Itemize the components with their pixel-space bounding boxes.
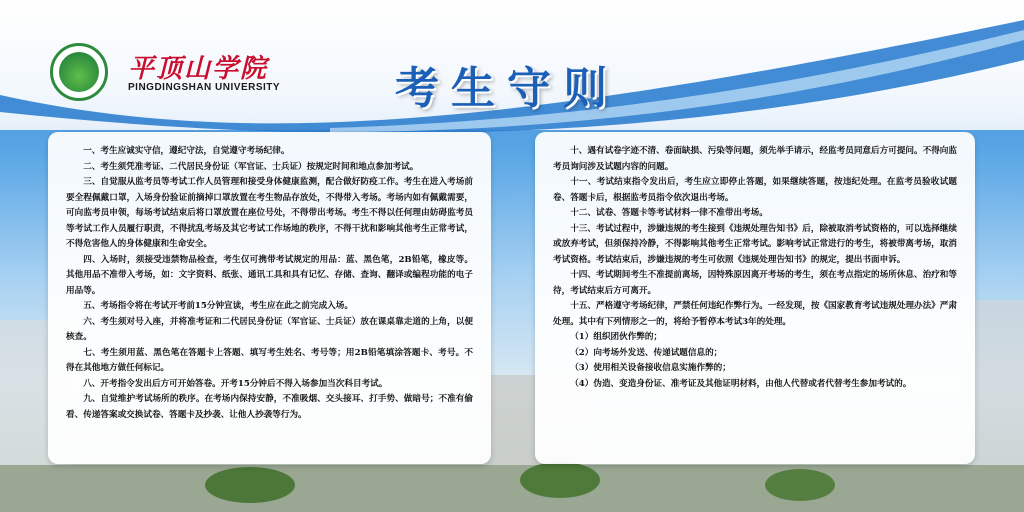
rule-paragraph: 十、遇有试卷字迹不清、卷面缺损、污染等问题，须先举手请示，经监考员同意后方可提问。不得向监考员询问涉及试题内容的问题。 <box>553 146 957 172</box>
rule-paragraph: 三、自觉服从监考员等考试工作人员管理和接受身体健康监测，配合做好防疫工作。考生在进入考场前要全程佩戴口罩，入场身份验证前摘掉口罩放置在考生物品存放处，不得带入考场。考场内如有佩戴需要，可向监考员申领，每场考试结束后将口罩放置在座位号处，不得带出考场。考生不得以任何理由妨碍监考员等考试工作人员履行职责，不得扰乱考场及其它考试工作场地的秩序，不得干扰和影响其他考生正常考试，不得危害他人的身体健康和生命安全。 <box>66 177 473 249</box>
rule-paragraph: 十五、严格遵守考场纪律，严禁任何违纪作弊行为。一经发现，按《国家教育考试违规处理办法》严肃处理。其中有下列情形之一的，将给予暂停本考试3年的处理。 <box>553 301 957 327</box>
rule-sub-item: （4）伪造、变造身份证、准考证及其他证明材料，由他人代替或者代替考生参加考试的。 <box>570 378 912 389</box>
university-name-en: PINGDINGSHAN UNIVERSITY <box>128 82 281 93</box>
university-logo <box>50 43 108 101</box>
rules-panel-right <box>535 132 975 464</box>
rule-paragraph: 八、开考指令发出后方可开始答卷。开考15分钟后不得入场参加当次科目考试。 <box>83 378 388 389</box>
rule-paragraph: 一、考生应诚实守信，遵纪守法，自觉遵守考场纪律。 <box>83 146 290 156</box>
rule-sub-item: （2）向考场外发送、传递试题信息的； <box>570 347 723 358</box>
rule-paragraph: 五、考场指令将在考试开考前15分钟宣读，考生应在此之前完成入场。 <box>83 301 353 311</box>
rule-paragraph: 九、自觉维护考试场所的秩序。在考场内保持安静，不准吸烟、交头接耳、打手势、做暗号；不准有偷看、传递答案或交换试卷、答题卡及抄袭、让他人抄袭等行为。 <box>66 394 473 420</box>
rule-sub-item: （3）使用相关设备接收信息实施作弊的； <box>570 363 731 373</box>
rule-paragraph: 六、考生须对号入座，并将准考证和二代居民身份证（军官证、士兵证）放在课桌靠走道的上角，以便核查。 <box>66 316 473 342</box>
rule-paragraph: 七、考生须用蓝、黑色笔在答题卡上答题、填写考生姓名、考号等；用2B铅笔填涂答题卡、考号。不得在其他地方做任何标记。 <box>66 347 473 373</box>
logo-emblem-icon <box>59 52 99 92</box>
university-name-cn: 平顶山学院 <box>128 54 269 84</box>
rule-paragraph: 十四、考试期间考生不准提前离场，因特殊原因离开考场的考生，须在考点指定的场所休息、治疗和等待，考试结束后方可离开。 <box>553 270 957 296</box>
rules-panel-left <box>48 132 491 464</box>
page-title: 考生守则 <box>395 63 619 114</box>
rule-paragraph: 二、考生须凭准考证、二代居民身份证（军官证、士兵证）按规定时间和地点参加考试。 <box>83 161 419 172</box>
rule-sub-item: （1）组织团伙作弊的； <box>570 332 663 342</box>
rule-paragraph: 十二、试卷、答题卡等考试材料一律不准带出考场。 <box>570 208 768 218</box>
rule-paragraph: 十一、考试结束指令发出后，考生应立即停止答题，如果继续答题，按违纪处理。在监考员验收试题卷、答题卡后，根据监考员指令依次退出考场。 <box>553 177 957 203</box>
rule-paragraph: 十三、考试过程中，涉嫌违规的考生接到《违规处理告知书》后，除被取消考试资格的，可以选择继续或放弃考试，但须保持冷静，不得影响其他考生正常考试。影响考试正常进行的考生，将被带离考场，取消考试资格。考试结束后，涉嫌违规的考生可依照《违规处理告知书》的规定，提出书面申诉。 <box>553 223 957 265</box>
rule-paragraph: 四、入场时，须接受违禁物品检查，考生仅可携带考试规定的用品：蓝、黑色笔，2B铅笔，橡皮等。其他用品不准带入考场，如：文字资料、纸张、通讯工具和具有记忆、存储、查询、翻译或编程功能的电子用品等。 <box>66 254 473 296</box>
